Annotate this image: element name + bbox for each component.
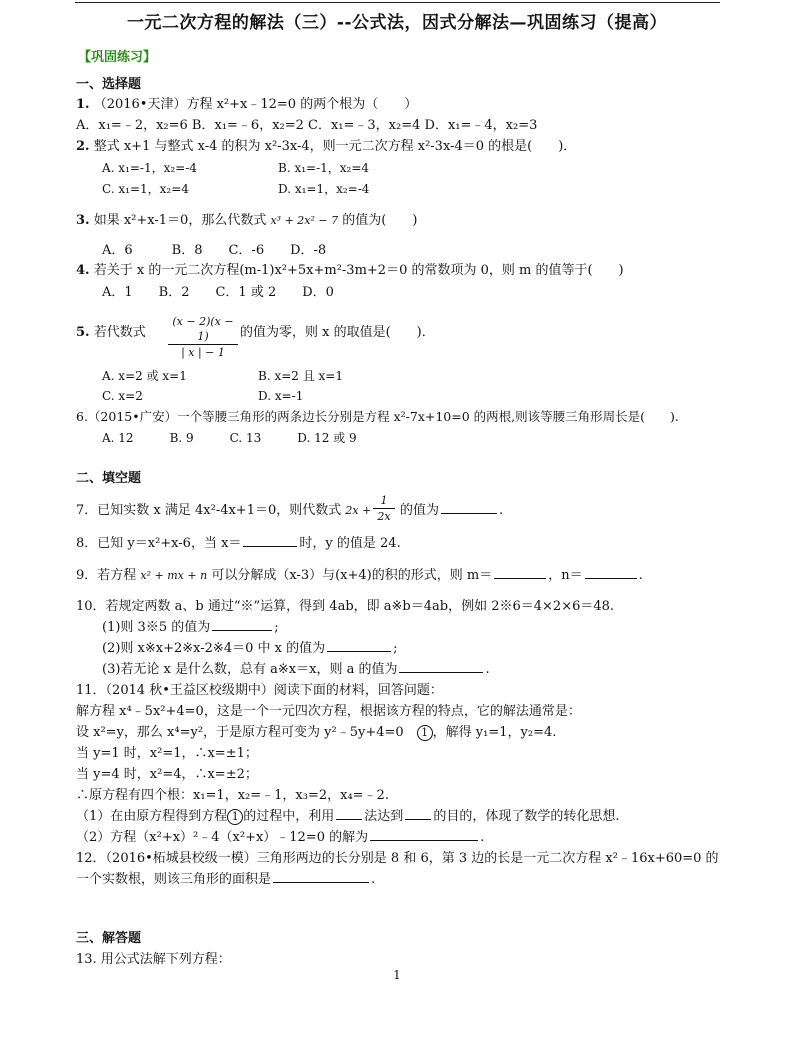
answer-blank[interactable] [273, 881, 369, 883]
question-number: 2. [76, 139, 90, 154]
q5-text-tail: 的值为零，则 x 的取值是( )． [240, 325, 435, 340]
answer-blank[interactable] [399, 671, 483, 673]
q11-line-1: 解方程 x⁴﹣5x²+4=0，这是一个一元四次方程，根据该方程的特点，它的解法通常是： [76, 704, 581, 719]
question-text: 整式 x+1 与整式 x-4 的积为 x²-3x-4，则一元二次方程 x²-3x-4＝0 的根是( )． [93, 139, 577, 154]
q7-fraction [373, 493, 395, 524]
q5-fraction [168, 314, 238, 360]
q10-part-1: (1)则 3※5 的值为 ; [102, 620, 279, 635]
question-text: 9．若方程 [76, 568, 137, 583]
q10-part-3: (3)若无论 x 是什么数，总有 a※x＝x，则 a 的值为 . [102, 662, 490, 677]
q2-option-b: B. x₁=-1，x₂=4 [278, 161, 370, 175]
question-10: 10．若规定两数 a、b 通过“※”运算，得到 4ab，即 a※b＝4ab，例如 2※6＝4×2×6＝48. [76, 599, 615, 614]
q11-line-4: 当 y=4 时，x²=4，∴x=±2； [76, 767, 258, 782]
question-6: 6.（2015•广安）一个等腰三角形的两条边长分别是方程 x²-7x+10=0 的两根,则该等腰三角形周长是( ). [76, 409, 679, 424]
q5-option-b: B. x=2 且 x=1 [258, 369, 343, 383]
fraction-numerator: 1 [373, 493, 395, 509]
question-number: 5. [76, 325, 90, 340]
question-text: 法达到 [364, 809, 404, 824]
answer-blank[interactable] [405, 818, 431, 820]
question-text-tail: 时，y 的值是 24. [299, 536, 401, 551]
question-12-line-2: 一个实数根，则该三角形的面积是 . [76, 872, 376, 887]
question-text: （1）在由原方程得到方程 [76, 809, 228, 824]
answer-blank-m[interactable] [494, 577, 546, 579]
question-number: 1. [76, 97, 90, 112]
question-11-heading: 11．（2014 秋•王益区校级期中）阅读下面的材料，回答问题： [76, 683, 443, 698]
question-text: ，解得 y₁=1，y₂=4. [432, 725, 557, 740]
answer-blank[interactable] [441, 512, 497, 514]
circled-number: 1 [417, 725, 433, 741]
q5-option-c: C. x=2 [102, 389, 143, 403]
answer-blank[interactable] [243, 545, 297, 547]
question-text: 7．已知实数 x 满足 4x²-4x+1＝0，则代数式 [76, 503, 342, 518]
q11-part-2: （2）方程（x²+x）²﹣4（x²+x）﹣12=0 的解为 . [76, 830, 485, 845]
question-text: 的目的，体现了数学的转化思想. [433, 809, 620, 824]
section-heading-choice: 一、选择题 [76, 77, 142, 92]
top-rule [75, 2, 720, 3]
q11-part-1 [76, 808, 619, 826]
q10-part-2: (2)则 x※x+2※x-2※4＝0 中 x 的值为 ; [102, 641, 398, 656]
question-text: （2）方程（x²+x）²﹣4（x²+x）﹣12=0 的解为 [76, 830, 369, 845]
fraction-numerator: (x − 2)(x − 1) [168, 314, 238, 345]
question-13: 13. 用公式法解下列方程： [76, 952, 231, 967]
practice-tag: 【巩固练习】 [78, 50, 157, 65]
circled-number: 1 [227, 809, 243, 825]
q3-options: A．6 B．8 C．-6 D．-8 [102, 243, 327, 258]
math-expression: x³ + 2x² − 7 [270, 214, 339, 227]
question-2 [76, 138, 576, 156]
question-7 [76, 502, 371, 520]
question-3 [76, 212, 417, 230]
answer-blank[interactable] [336, 818, 362, 820]
page-number: 1 [393, 968, 401, 982]
math-expression: x² + mx + n [140, 569, 208, 582]
page-title: 一元二次方程的解法（三）--公式法，因式分解法—巩固练习（提高） [126, 13, 668, 33]
answer-blank-n[interactable] [585, 577, 637, 579]
q11-line-5: ∴原方程有四个根：x₁=1，x₂=﹣1，x₃=2，x₄=﹣2. [76, 788, 389, 803]
question-text: (2)则 x※x+2※x-2※4＝0 中 x 的值为 [102, 641, 326, 656]
q2-option-d: D. x₁=1，x₂=-4 [278, 182, 370, 196]
question-text: 8．已知 y＝x²+x-6，当 x＝ [76, 536, 242, 551]
question-text: ，n＝ [548, 568, 583, 583]
section-heading-fill: 二、填空题 [76, 471, 142, 486]
q5-option-d: D. x=-1 [258, 389, 304, 403]
q4-options: A．1 B．2 C．1 或 2 D．0 [102, 285, 334, 300]
q11-line-2 [76, 724, 556, 742]
answer-blank[interactable] [327, 650, 391, 652]
q7-tail: 的值为 . [400, 503, 504, 518]
math-expression: 2x + [345, 504, 372, 517]
question-number: 4. [76, 263, 90, 278]
question-text: 如果 x²+x-1＝0，那么代数式 [93, 213, 267, 228]
q5-option-a: A. x=2 或 x=1 [102, 369, 187, 383]
question-12-line-1: 12．（2016•柘城县校级一模）三角形两边的长分别是 8 和 6，第 3 边的长是一元二次方程 x²﹣16x+60=0 的 [76, 851, 719, 866]
question-text: (3)若无论 x 是什么数，总有 a※x＝x，则 a 的值为 [102, 662, 398, 677]
answer-blank[interactable] [370, 839, 478, 841]
question-text: (1)则 3※5 的值为 [102, 620, 211, 635]
q2-option-a: A. x₁=-1，x₂=-4 [102, 161, 197, 175]
question-4 [76, 262, 624, 280]
question-9: 9．若方程 x² + mx + n 可以分解成（x-3）与(x+4)的积的形式，则 m＝ ，n＝ . [76, 568, 643, 583]
question-text-tail: 的值为( ) [342, 213, 418, 228]
q6-options: A. 12 B. 9 C. 13 D. 12 或 9 [102, 431, 357, 445]
answer-blank[interactable] [212, 629, 272, 631]
question-text: 可以分解成（x-3）与(x+4)的积的形式，则 m＝ [211, 568, 493, 583]
question-text: 若代数式 [93, 325, 146, 340]
question-text-tail: 的值为 [400, 503, 440, 518]
question-1 [76, 96, 417, 114]
fraction-denominator: | x | − 1 [181, 346, 225, 359]
q11-line-3: 当 y=1 时，x²=1，∴x=±1； [76, 746, 258, 761]
fraction-denominator: 2x [377, 510, 391, 523]
question-text: 一个实数根，则该三角形的面积是 [76, 872, 272, 887]
question-text: 设 x²=y，那么 x⁴=y²，于是原方程可变为 y²﹣5y+4=0 [76, 725, 417, 740]
question-text: 若关于 x 的一元二次方程(m-1)x²+5x+m²-3m+2＝0 的常数项为 0，则 m 的值等于( ) [93, 263, 624, 278]
question-text: （2016•天津）方程 x²+x﹣12=0 的两个根为（ ） [93, 97, 418, 112]
question-5 [76, 324, 146, 342]
question-8 [76, 535, 401, 553]
q1-options: A．x₁=﹣2，x₂=6 B．x₁=﹣6，x₂=2 C．x₁=﹣3，x₂=4 D．x₁=﹣4，x₂=3 [76, 118, 538, 133]
question-text: 的过程中，利用 [243, 809, 335, 824]
question-number: 3. [76, 213, 90, 228]
q2-option-c: C. x₁=1，x₂=4 [102, 182, 189, 196]
section-heading-solve: 三、解答题 [76, 931, 142, 946]
